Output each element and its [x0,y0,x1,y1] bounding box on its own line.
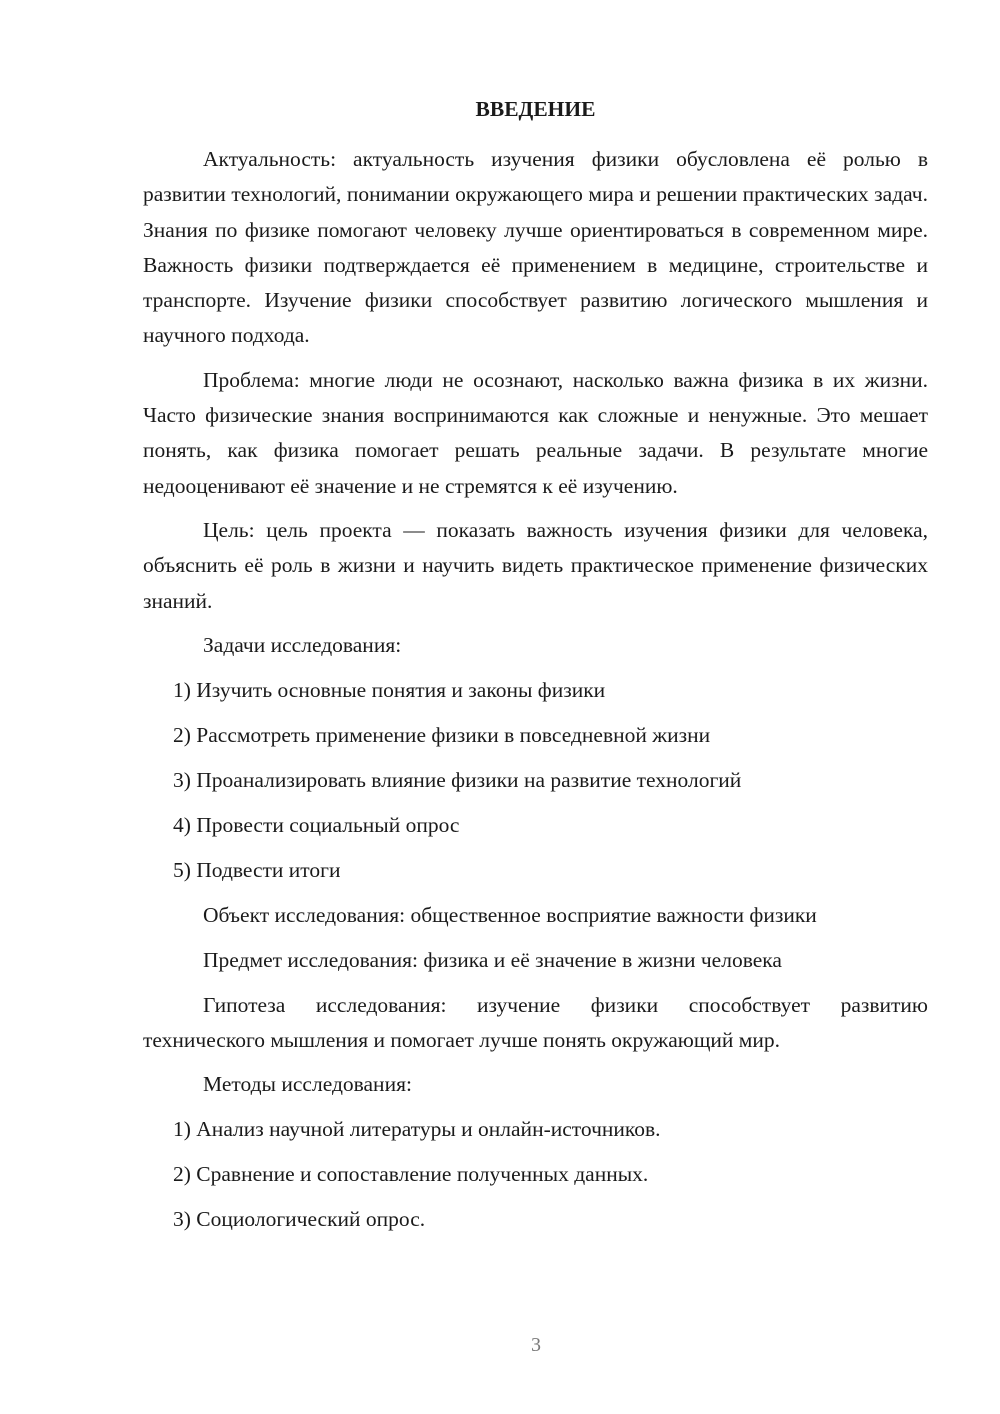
task-item: 4) Провести социальный опрос [173,812,460,837]
document-page [143,94,928,1247]
task-item: 1) Изучить основные понятия и законы физики [173,677,606,702]
task-item: 3) Проанализировать влияние физики на развитие технологий [173,767,742,792]
subject-line: Предмет исследования: физика и её значение в жизни человека [203,947,782,972]
tasks-heading: Задачи исследования: [203,632,402,657]
section-title: ВВЕДЕНИЕ [475,97,596,121]
problem-paragraph: Проблема: многие люди не осознают, насколько важна физика в их жизни. Часто физические знания воспринимаются как сложные и ненужные. Это мешает понять, как физика помогает решать реальные задачи. В результате многие недооценивают её значение и не стремятся к её изучению. [143,367,928,498]
methods-heading: Методы исследования: [203,1072,412,1097]
task-item: 5) Подвести итоги [173,857,341,882]
task-item: 2) Рассмотреть применение физики в повседневной жизни [173,722,711,747]
method-item: 3) Социологический опрос. [173,1207,426,1232]
object-line: Объект исследования: общественное восприятие важности физики [203,902,817,927]
page-number: 3 [531,1334,541,1356]
method-item: 2) Сравнение и сопоставление полученных данных. [173,1162,649,1187]
relevance-paragraph: Актуальность: актуальность изучения физики обусловлена её ролью в развитии технологий, понимании окружающего мира и решении практических задач. Знания по физике помогают человеку лучше ориентироваться в современном мире. Важность физики подтверждается её применением в медицине, строительстве и транспорте. Изучение физики способствует развитию логического мышления и научного подхода. [143,147,928,348]
goal-paragraph: Цель: цель проекта — показать важность изучения физики для человека, объяснить её роль в жизни и научить видеть практическое применение физических знаний. [143,517,928,613]
method-item: 1) Анализ научной литературы и онлайн-источников. [173,1117,661,1142]
hypothesis-paragraph: Гипотеза исследования: изучение физики способствует развитию технического мышления и помогает лучше понять окружающий мир. [143,992,928,1053]
